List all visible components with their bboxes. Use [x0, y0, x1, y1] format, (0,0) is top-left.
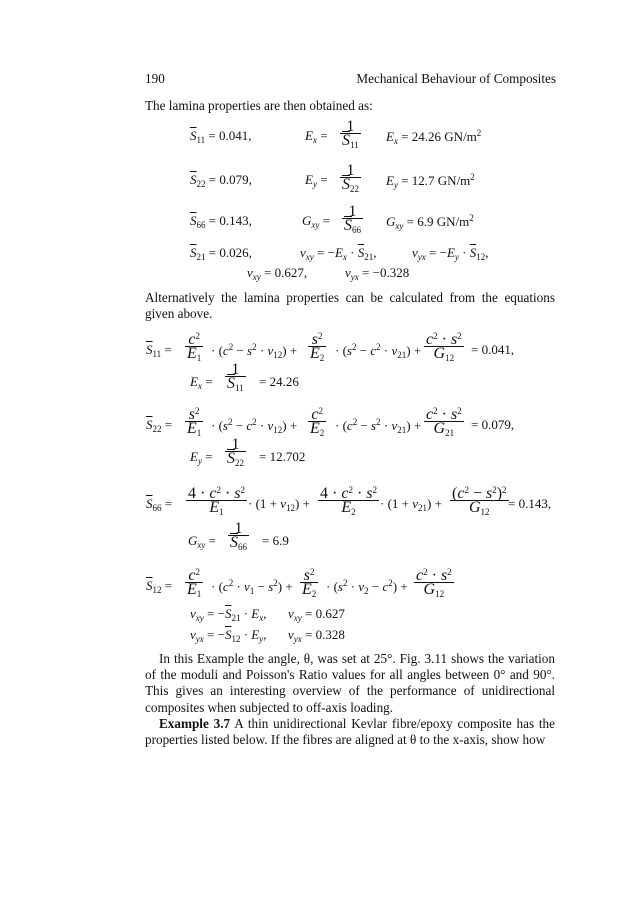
- s21-result: $\overline{S}_{21} = 0.026$,: [190, 245, 252, 262]
- s11-frac1: $\frac{c^2}{E_1}$: [187, 331, 202, 363]
- ex-result: $E_x = 24.26$ $GN/m^2$: [386, 128, 482, 146]
- vxy-calc-result: $\nu_{xy} = 0.627$: [288, 606, 345, 623]
- vyx-calc-formula: $\nu_{yx} = -\overline{S}_{12} \cdot E_y$,: [190, 627, 267, 644]
- s66-rhs: = 0.143,: [508, 496, 552, 511]
- s11-term1: · $(c^2 - s^2 \cdot \nu_{12})$ +: [211, 342, 298, 360]
- running-title: Mechanical Behaviour of Composites: [356, 71, 556, 86]
- vyx-formula: $\nu_{yx} = -E_y \cdot \overline{S}_{12}$,: [412, 245, 489, 262]
- gxy-calc-frac: $\frac{1}{\overline{S}_{66}}$: [230, 520, 247, 552]
- s66-frac2: $\frac{4 \cdot c^2 \cdot s^2}{E_2}$: [320, 485, 377, 517]
- ex-calc-frac: $\frac{1}{\overline{S}_{11}}$: [227, 361, 244, 393]
- example-label: Example 3.7: [159, 716, 231, 731]
- vxy-formula: $\nu_{xy} = -E_x \cdot \overline{S}_{21}$,: [300, 245, 377, 262]
- s66-frac1: $\frac{4 \cdot c^2 \cdot s^2}{E_1}$: [188, 485, 245, 517]
- gxy-fraction: $\frac{1}{\overline{S}_{66}}$: [344, 203, 361, 235]
- ey-result: $E_y = 12.7$ $GN/m^2$: [386, 172, 475, 190]
- s11-frac2: $\frac{s^2}{E_2}$: [310, 331, 325, 363]
- ey-label: $E_y$ =: [305, 172, 328, 189]
- ex-label: $E_x$ =: [305, 128, 328, 145]
- s22-result: $\overline{S}_{22} = 0.079$,: [190, 172, 252, 189]
- ey-calc-rhs: = 12.702: [259, 449, 306, 464]
- gxy-calc-rhs: = 6.9: [262, 533, 289, 548]
- s66-term1: · $(1 + \nu_{12})$ +: [248, 496, 310, 513]
- s66-frac3: $\frac{(c^2 - s^2)^2}{G_{12}}$: [452, 485, 507, 517]
- s22-frac3: $\frac{c^2 \cdot s^2}{G_{21}}$: [426, 406, 462, 438]
- intro-text: The lamina properties are then obtained as:: [145, 98, 373, 113]
- vyx-calc-result: $\nu_{yx} = 0.328$: [288, 627, 345, 644]
- discussion-paragraph: In this Example the angle, θ, was set at 25°. Fig. 3.11 shows the variation of the moduli and Poisson's Ratio values for all angles between 0° and 90°. This gives an interesting overview of the performance of unidirectional composites when subjected to off-axis loading.: [145, 651, 555, 715]
- alternative-paragraph: Alternatively the lamina properties can be calculated from the equations given above.: [145, 290, 555, 322]
- s22-term2: · $(c^2 - s^2 \cdot \nu_{21})$ +: [335, 417, 422, 435]
- ex-calc-rhs: = 24.26: [259, 374, 299, 389]
- s12-frac3: $\frac{c^2 \cdot s^2}{G_{12}}$: [416, 567, 452, 599]
- gxy-calc-lhs: $G_{xy}$ =: [188, 533, 216, 550]
- s11-result: $\overline{S}_{11} = 0.041$,: [190, 128, 252, 145]
- example-paragraph: [145, 716, 555, 748]
- ex-calc-lhs: $E_x$ =: [190, 374, 213, 391]
- s66-lhs: $\overline{S}_{66}$ =: [146, 496, 173, 513]
- s12-lhs: $\overline{S}_{12}$ =: [146, 578, 173, 595]
- s11-lhs: $\overline{S}_{11}$ =: [146, 342, 172, 359]
- s66-term2: · $(1 + \nu_{21})$ +: [380, 496, 442, 513]
- vyx-result: $\nu_{yx} = -0.328$: [345, 265, 410, 282]
- s12-frac2: $\frac{s^2}{E_2}$: [302, 567, 317, 599]
- s22-frac1: $\frac{s^2}{E_1}$: [187, 406, 202, 438]
- s66-result: $\overline{S}_{66} = 0.143$,: [190, 213, 252, 230]
- s12-term2: · $(s^2 \cdot \nu_2 - c^2)$ +: [326, 578, 408, 596]
- gxy-label: $G_{xy}$ =: [302, 213, 330, 230]
- s22-term1: · $(s^2 - c^2 \cdot \nu_{12})$ +: [211, 417, 298, 435]
- vxy-result: $\nu_{xy} = 0.627$,: [247, 265, 308, 282]
- example-text: A thin unidirectional Kevlar fibre/epoxy composite has the properties listed below. If the fibres are aligned at θ to the x-axis, show how: [145, 716, 555, 748]
- s22-frac2: $\frac{c^2}{E_2}$: [310, 406, 325, 438]
- s11-term2: · $(s^2 - c^2 \cdot \nu_{21})$ +: [335, 342, 422, 360]
- s11-frac3: $\frac{c^2 \cdot s^2}{G_{12}}$: [426, 331, 462, 363]
- gxy-result: $G_{xy} = 6.9$ $GN/m^2$: [386, 213, 474, 231]
- ex-fraction: $\frac{1}{\overline{S}_{11}}$: [342, 118, 359, 150]
- page-number: 190: [145, 71, 165, 86]
- s22-lhs: $\overline{S}_{22}$ =: [146, 417, 173, 434]
- ey-fraction: $\frac{1}{\overline{S}_{22}}$: [342, 162, 359, 194]
- s11-rhs: = 0.041,: [471, 342, 515, 357]
- s12-frac1: $\frac{c^2}{E_1}$: [187, 567, 202, 599]
- s22-rhs: = 0.079,: [471, 417, 515, 432]
- ey-calc-lhs: $E_y$ =: [190, 449, 213, 466]
- s12-term1: · $(c^2 \cdot \nu_1 - s^2)$ +: [211, 578, 293, 596]
- ey-calc-frac: $\frac{1}{\overline{S}_{22}}$: [227, 436, 244, 468]
- vxy-calc-formula: $\nu_{xy} = -\overline{S}_{21} \cdot E_x$,: [190, 606, 267, 623]
